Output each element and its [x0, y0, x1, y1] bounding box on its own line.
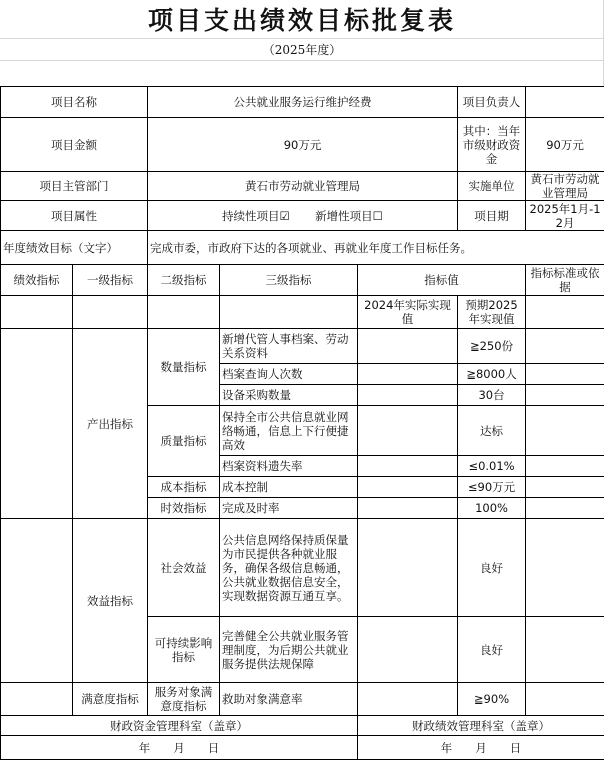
- satisfaction-indicator: 满意度指标: [73, 683, 148, 716]
- goal-value: 完成市委，市政府下达的各项就业、再就业年度工作目标任务。: [148, 231, 604, 265]
- table-row: [1, 683, 604, 716]
- dept-value: 黄石市劳动就业管理局: [148, 172, 458, 201]
- page-title: 项目支出绩效目标批复表: [147, 6, 456, 35]
- dept-label: 项目主管部门: [1, 172, 148, 201]
- row-stamp-offices: [1, 716, 604, 736]
- quantity-item-1-value: ≧250份: [458, 329, 526, 364]
- row-goal: [1, 231, 604, 265]
- row-project-name: [1, 87, 604, 118]
- owner-value: [526, 87, 604, 118]
- project-name-label: 项目名称: [1, 87, 148, 118]
- attr-label: 项目属性: [1, 201, 148, 231]
- period-value: 2025年1月-12月: [526, 201, 604, 231]
- col-header-level3: 三级指标: [220, 265, 358, 296]
- attr-value: [148, 201, 458, 231]
- social-indicator: 社会效益: [148, 519, 220, 617]
- social-item-1-value: 良好: [458, 519, 526, 617]
- cost-item-1: 成本控制: [220, 477, 358, 498]
- row-subheaders: [1, 296, 604, 329]
- attr-continuing-checkbox: 持续性项目☑: [222, 208, 290, 223]
- col-header-indicator: 绩效指标: [1, 265, 73, 296]
- approval-table: [0, 86, 604, 760]
- satisfaction-item-1: 救助对象满意率: [220, 683, 358, 716]
- quantity-item-2: 档案查询人次数: [220, 364, 358, 385]
- attr-new-checkbox: 新增性项目☐: [315, 208, 383, 223]
- quality-item-2-value: ≤0.01%: [458, 456, 526, 477]
- title-gridline: [0, 38, 604, 39]
- quantity-item-2-value: ≧8000人: [458, 364, 526, 385]
- time-item-1-value: 100%: [458, 498, 526, 519]
- amount-value: 90万元: [148, 118, 458, 172]
- left-office-stamp: 财政资金管理科室（盖章）: [1, 716, 358, 736]
- table-row: [1, 329, 604, 364]
- row-department: [1, 172, 604, 201]
- time-indicator: 时效指标: [148, 498, 220, 519]
- cost-indicator: 成本指标: [148, 477, 220, 498]
- quality-item-1-value: 达标: [458, 406, 526, 456]
- quality-item-2: 档案资料遗失率: [220, 456, 358, 477]
- impl-label: 实施单位: [458, 172, 526, 201]
- col-header-2024-actual: 2024年实际实现值: [358, 296, 458, 329]
- sustain-item-1: 完善健全公共就业服务管理制度，为后期公共就业服务提供法规保障: [220, 617, 358, 683]
- amount-label: 项目金额: [1, 118, 148, 172]
- quality-item-1: 保持全市公共信息就业网络畅通，信息上下行便捷高效: [220, 406, 358, 456]
- quality-indicator: 质量指标: [148, 406, 220, 477]
- year-label: （2025年度）: [262, 43, 342, 57]
- table-row: [1, 519, 604, 617]
- social-item-1: 公共信息网络保持质保量为市民提供各种就业服务，确保各级信息畅通，公共就业数据信息安全，实现数据资源互通互享。: [220, 519, 358, 617]
- sustain-indicator: 可持续影响指标: [148, 617, 220, 683]
- col-header-standard: 指标标准或依据: [526, 265, 604, 296]
- quantity-item-3-value: 30台: [458, 385, 526, 406]
- sustain-item-1-value: 良好: [458, 617, 526, 683]
- left-date: 年 月 日: [1, 736, 358, 760]
- col-header-2025-expected: 预期2025年实现值: [458, 296, 526, 329]
- fiscal-amount-value: 90万元: [526, 118, 604, 172]
- project-name-value: 公共就业服务运行维护经费: [148, 87, 458, 118]
- row-stamp-dates: [1, 736, 604, 760]
- right-office-stamp: 财政绩效管理科室（盖章）: [358, 716, 604, 736]
- fiscal-label: 其中：当年市级财政资金: [458, 118, 526, 172]
- owner-label: 项目负责人: [458, 87, 526, 118]
- quantity-item-1: 新增代管人事档案、劳动关系资料: [220, 329, 358, 364]
- col-header-value: 指标值: [358, 265, 526, 296]
- cost-item-1-value: ≤90万元: [458, 477, 526, 498]
- impl-value: 黄石市劳动就业管理局: [526, 172, 604, 201]
- row-attribute: [1, 201, 604, 231]
- col-header-level1: 一级指标: [73, 265, 148, 296]
- period-label: 项目期: [458, 201, 526, 231]
- quantity-item-3: 设备采购数量: [220, 385, 358, 406]
- goal-label: 年度绩效目标（文字）: [1, 231, 148, 265]
- col-header-level2: 二级指标: [148, 265, 220, 296]
- year-gridline: [0, 60, 604, 61]
- right-date: 年 月 日: [358, 736, 604, 760]
- benefit-indicator: 效益指标: [73, 519, 148, 683]
- time-item-1: 完成及时率: [220, 498, 358, 519]
- row-amount: [1, 118, 604, 172]
- quantity-indicator: 数量指标: [148, 329, 220, 406]
- satisfaction-item-1-value: ≧90%: [458, 683, 526, 716]
- service-indicator: 服务对象满意度指标: [148, 683, 220, 716]
- output-indicator: 产出指标: [73, 329, 148, 519]
- row-column-headers: [1, 265, 604, 296]
